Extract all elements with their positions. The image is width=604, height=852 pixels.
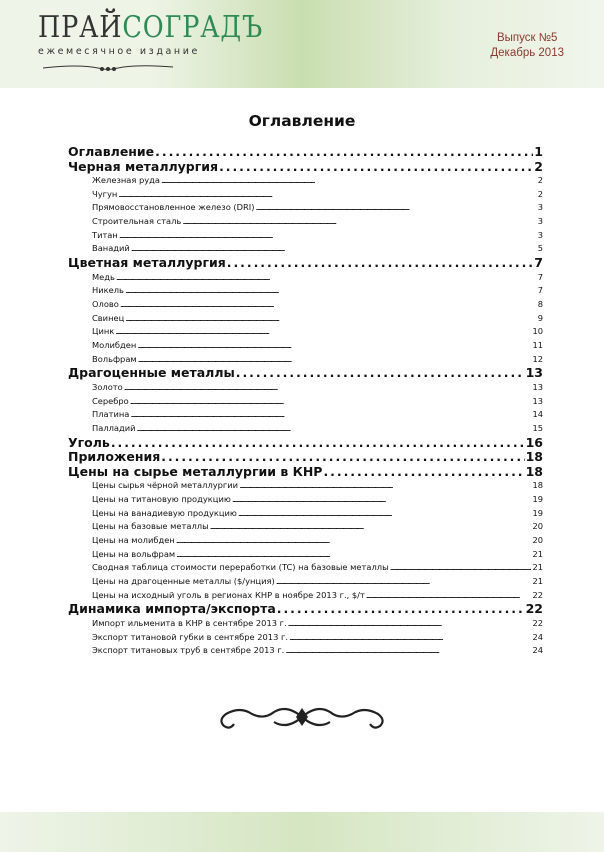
dot-leader: [276, 575, 532, 589]
toc-entry-label: Строительная сталь: [92, 216, 182, 227]
toc-entry-label: Прямовосстановленное железо (DRI): [92, 202, 255, 213]
toc-entry[interactable]: [68, 160, 543, 175]
toc-entry-label: Чугун: [92, 188, 118, 199]
toc-entry-label: Свинец: [92, 312, 125, 323]
toc-entry-page: 21: [532, 576, 543, 586]
dot-leader: [161, 174, 537, 188]
toc-entry-page: 19: [532, 493, 543, 504]
toc-entry[interactable]: [68, 298, 543, 312]
toc-entry-page: 5: [537, 243, 543, 254]
toc-entry-label: Цены на вольфрам: [92, 548, 176, 559]
toc-entry[interactable]: [68, 395, 543, 409]
dot-leader: [182, 215, 536, 229]
toc-entry[interactable]: [68, 644, 543, 658]
toc-entry[interactable]: [68, 575, 543, 589]
dot-leader: [176, 534, 532, 548]
toc-entry[interactable]: [68, 408, 543, 422]
toc-entry[interactable]: [68, 602, 543, 617]
toc-entry-label: Черная металлургия: [68, 159, 219, 174]
toc-entry-page: 2: [537, 175, 543, 185]
toc-entry-label: Цены на исходный уголь в регионах КНР в ноябре 2013 г., $/т: [92, 589, 365, 600]
toc-entry-page: 10: [532, 326, 543, 337]
dot-leader: [137, 339, 531, 353]
dot-leader: [130, 408, 531, 422]
dot-leader: [285, 644, 531, 658]
toc-entry-label: Драгоценные металлы: [68, 366, 235, 381]
toc-entry-page: 11: [532, 340, 543, 351]
toc-entry-page: 24: [532, 645, 543, 656]
toc-entry-label: Экспорт титановой губки в сентябре 2013 г.: [92, 631, 288, 642]
decorative-ornament-icon: [212, 700, 392, 734]
toc-entry-page: 18: [525, 464, 543, 479]
toc-entry[interactable]: [68, 617, 543, 631]
toc-entry-label: Цены на базовые металлы: [92, 521, 209, 532]
toc-entry[interactable]: [68, 493, 543, 507]
toc-entry[interactable]: [68, 215, 543, 229]
toc-entry-page: 7: [537, 285, 543, 296]
dot-leader: [227, 256, 534, 271]
toc-entry-page: 3: [537, 216, 543, 227]
toc-entry-page: 19: [532, 507, 543, 518]
toc-entry-page: 3: [537, 202, 543, 213]
toc-entry-label: Серебро: [92, 395, 129, 406]
toc-entry[interactable]: [68, 450, 543, 465]
toc-entry-page: 2: [537, 188, 543, 199]
toc-entry[interactable]: [68, 271, 543, 285]
toc-entry-label: Цены на молибден: [92, 534, 175, 545]
toc-entry-page: 24: [532, 631, 543, 642]
swash-ornament-icon: [38, 62, 178, 72]
dot-leader: [130, 395, 532, 409]
toc-entry-label: Палладий: [92, 423, 136, 433]
toc-entry-page: 12: [532, 353, 543, 364]
toc-entry[interactable]: [68, 242, 543, 256]
toc-entry-label: Цены на ванадиевую продукцию: [92, 507, 237, 518]
toc-entry-label: Приложения: [68, 450, 161, 465]
toc-entry[interactable]: [68, 201, 543, 215]
toc-entry[interactable]: [68, 325, 543, 339]
issue-info: [490, 31, 564, 61]
toc-entry-page: 18: [532, 480, 543, 491]
toc-entry-label: Динамика импорта/экспорта: [68, 602, 276, 617]
dot-leader: [161, 450, 524, 465]
toc-entry[interactable]: [68, 381, 543, 395]
dot-leader: [232, 493, 532, 507]
toc-entry-page: 2: [534, 159, 543, 174]
toc-entry[interactable]: [68, 631, 543, 645]
dot-leader: [115, 325, 531, 339]
dot-leader: [238, 507, 532, 521]
toc-entry-label: Цены сырья чёрной металлургии: [92, 480, 239, 491]
dot-leader: [236, 366, 525, 381]
toc-entry-label: Железная руда: [92, 175, 160, 185]
dot-leader: [120, 298, 537, 312]
dot-leader: [111, 436, 525, 451]
dot-leader: [138, 353, 532, 367]
toc-entry-page: 9: [537, 312, 543, 323]
issue-number: Выпуск №5: [496, 32, 558, 44]
toc-entry-label: Платина: [92, 409, 130, 420]
toc-entry-page: 3: [537, 229, 543, 240]
toc-entry[interactable]: [68, 548, 543, 562]
toc-entry-label: Уголь: [68, 435, 110, 450]
toc-entry[interactable]: [68, 422, 543, 436]
toc-entry-label: Титан: [92, 229, 118, 240]
dot-leader: [288, 617, 532, 631]
dot-leader: [176, 548, 531, 562]
logo: [38, 12, 303, 76]
toc-entry-page: 8: [537, 299, 543, 309]
toc-entry[interactable]: [68, 145, 543, 160]
toc-entry[interactable]: [68, 507, 543, 521]
dot-leader: [323, 465, 524, 480]
dot-leader: [125, 284, 537, 298]
toc-entry-label: Олово: [92, 299, 119, 309]
dot-leader: [116, 271, 537, 285]
page-footer: [0, 812, 604, 852]
toc-entry-page: 13: [532, 395, 543, 406]
toc-entry[interactable]: [68, 174, 543, 188]
dot-leader: [289, 631, 531, 645]
dot-leader: [390, 561, 532, 575]
toc-entry[interactable]: [68, 256, 543, 271]
toc-entry-label: Цены на сырье металлургии в КНР: [68, 464, 323, 479]
toc-entry[interactable]: [68, 561, 543, 575]
logo-subtitle: ежемесячное издание: [38, 46, 200, 57]
toc-entry[interactable]: [68, 465, 543, 480]
dot-leader: [118, 188, 536, 202]
dot-leader: [256, 201, 537, 215]
toc-entry[interactable]: [68, 312, 543, 326]
toc-entry-label: Цены на титановую продукцию: [92, 493, 231, 504]
toc-entry[interactable]: [68, 479, 543, 493]
dot-leader: [131, 242, 537, 256]
logo-title-part2: СОГРАДЪ: [122, 10, 264, 45]
toc-entry-page: 22: [525, 602, 543, 617]
dot-leader: [155, 145, 533, 160]
toc-entry-page: 22: [532, 589, 543, 600]
toc-entry-page: 13: [525, 366, 543, 381]
toc-entry-label: Цены на драгоценные металлы ($/унция): [92, 576, 275, 586]
dot-leader: [119, 229, 537, 243]
toc-entry-page: 21: [532, 548, 543, 559]
toc-entry-page: 20: [532, 534, 543, 545]
toc-entry[interactable]: [68, 436, 543, 451]
dot-leader: [366, 589, 532, 603]
toc-entry-page: 21: [532, 562, 543, 573]
dot-leader: [239, 479, 531, 493]
logo-title-part1: ПРАЙ: [38, 10, 123, 45]
toc-entry-page: 22: [532, 617, 543, 628]
toc-entry[interactable]: [68, 353, 543, 367]
toc-entry[interactable]: [68, 284, 543, 298]
toc-entry-label: Экспорт титановых труб в сентябре 2013 г.: [92, 645, 285, 656]
toc-entry[interactable]: [68, 188, 543, 202]
toc-entry-page: 16: [525, 435, 543, 450]
toc-entry-page: 20: [532, 521, 543, 532]
dot-leader: [124, 381, 532, 395]
toc-entry[interactable]: [68, 534, 543, 548]
dot-leader: [137, 422, 532, 436]
table-of-contents: [68, 145, 543, 658]
toc-entry[interactable]: [68, 229, 543, 243]
toc-entry-page: 7: [534, 256, 543, 271]
dot-leader: [210, 520, 532, 534]
toc-entry-page: 13: [532, 381, 543, 392]
toc-entry-label: Сводная таблица стоимости переработки (TC) на базовые металлы: [92, 562, 389, 573]
toc-entry-label: Цветная металлургия: [68, 256, 226, 271]
toc-entry-page: 18: [525, 450, 543, 465]
toc-entry[interactable]: [68, 366, 543, 381]
page-header: [0, 0, 604, 88]
toc-entry-page: 15: [532, 423, 543, 433]
dot-leader: [277, 602, 525, 617]
toc-entry-label: Вольфрам: [92, 353, 137, 364]
toc-entry-label: Ванадий: [92, 243, 130, 254]
toc-entry-page: 14: [532, 409, 543, 420]
toc-entry[interactable]: [68, 339, 543, 353]
dot-leader: [125, 312, 536, 326]
toc-entry-label: Медь: [92, 271, 115, 282]
toc-entry-label: Импорт ильменита в КНР в сентябре 2013 г.: [92, 617, 287, 628]
toc-entry-label: Оглавление: [68, 145, 155, 159]
toc-title: Оглавление: [248, 112, 356, 130]
toc-entry-label: Молибден: [92, 340, 137, 351]
toc-entry-page: 7: [537, 271, 543, 282]
toc-entry-label: Никель: [92, 285, 124, 296]
toc-entry[interactable]: [68, 589, 543, 603]
toc-entry-label: Цинк: [92, 326, 115, 337]
dot-leader: [219, 160, 533, 175]
toc-entry-label: Золото: [92, 381, 123, 392]
issue-date: Декабрь 2013: [490, 47, 564, 59]
toc-entry-page: 1: [534, 145, 543, 159]
toc-entry[interactable]: [68, 520, 543, 534]
